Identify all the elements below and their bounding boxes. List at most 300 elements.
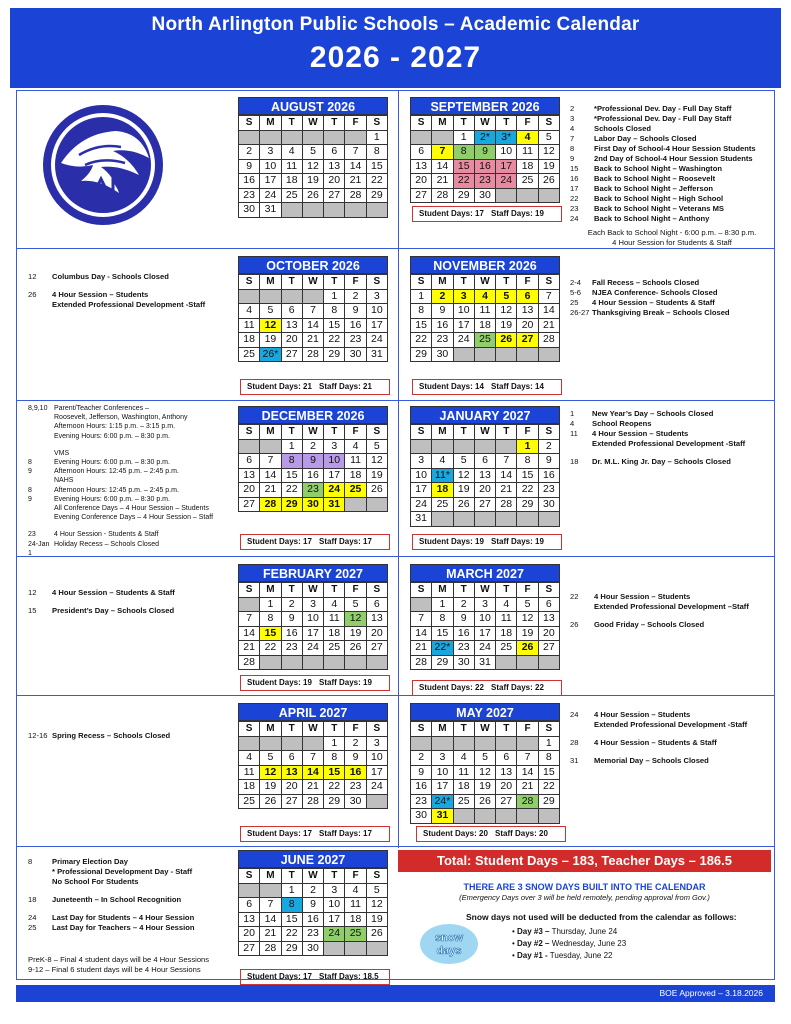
calendar-day: 31 xyxy=(324,497,345,512)
note-row xyxy=(28,731,233,741)
calendar-day: 10 xyxy=(453,304,474,319)
calendar-day: 20 xyxy=(411,174,432,189)
calendar-day: 11 xyxy=(324,612,345,627)
calendar-day: 19 xyxy=(260,780,281,795)
note-row xyxy=(28,422,238,431)
day-count-jan xyxy=(412,534,562,550)
calendar-day: 30 xyxy=(345,347,366,362)
weekday-header: S xyxy=(239,583,260,598)
calendar-day: 2 xyxy=(302,439,323,454)
note-row xyxy=(570,144,775,154)
calendar-day: 14 xyxy=(496,468,517,483)
calendar-day: 12 xyxy=(453,468,474,483)
calendar-day: 26 xyxy=(345,641,366,656)
weekday-header: T xyxy=(324,425,345,440)
weekday-header: W xyxy=(302,425,323,440)
calendar-day: 24 xyxy=(302,641,323,656)
calendar-day: 20 xyxy=(366,626,387,641)
note-text: President’s Day – Schools Closed xyxy=(52,606,175,615)
note-row xyxy=(570,308,775,318)
calendar-day: 24 xyxy=(411,497,432,512)
weekday-header: F xyxy=(345,425,366,440)
calendar-day: 8 xyxy=(260,612,281,627)
weekday-header: S xyxy=(366,583,387,598)
weekday-header: T xyxy=(281,116,302,131)
note-date xyxy=(28,513,54,522)
note-text: NJEA Conference- Schools Closed xyxy=(592,288,718,297)
calendar-day xyxy=(496,347,517,362)
weekday-header: S xyxy=(366,425,387,440)
calendar-day: 1 xyxy=(260,597,281,612)
note-date: 8 xyxy=(28,459,32,467)
note-text: 4 Hour Session – Students xyxy=(594,592,691,601)
weekday-header: T xyxy=(453,722,474,737)
row-divider xyxy=(16,846,775,847)
weekday-header: T xyxy=(324,583,345,598)
calendar-day: 22 xyxy=(411,333,432,348)
calendar-day xyxy=(411,439,432,454)
calendar-day: 28 xyxy=(302,794,323,809)
calendar-day: 6 xyxy=(474,454,495,469)
note-row xyxy=(570,429,775,439)
calendar-day: 18 xyxy=(474,318,495,333)
weekday-header: M xyxy=(260,425,281,440)
calendar-day: 21 xyxy=(239,641,260,656)
note-date xyxy=(28,413,54,422)
notes-september-extra xyxy=(572,228,772,248)
note-row xyxy=(28,413,238,422)
note-row xyxy=(570,439,775,449)
note-row xyxy=(570,124,775,134)
calendar-day xyxy=(302,289,323,304)
calendar-day: 10 xyxy=(260,159,281,174)
note-text: Afternoon Hours: 12:45 p.m. – 2:45 p.m. xyxy=(54,468,179,476)
calendar-day: 26 xyxy=(366,483,387,498)
calendar-day: 17 xyxy=(366,765,387,780)
student-days: Student Days: 19 xyxy=(419,537,484,546)
calendar-day: 12 xyxy=(260,318,281,333)
calendar-day xyxy=(432,512,453,527)
calendar-day: 19 xyxy=(345,626,366,641)
calendar-day: 3 xyxy=(302,597,323,612)
calendar-day: 3 xyxy=(324,883,345,898)
calendar-may-2027 xyxy=(410,703,560,824)
calendar-day: 12 xyxy=(517,612,538,627)
calendar-day: 13 xyxy=(538,612,559,627)
calendar-day xyxy=(366,497,387,512)
calendar-day: 26 xyxy=(260,794,281,809)
calendar-day: 12 xyxy=(496,304,517,319)
calendar-day: 8 xyxy=(538,751,559,766)
student-days: Student Days: 20 xyxy=(423,829,488,838)
calendar-day: 20 xyxy=(324,174,345,189)
weekday-header: T xyxy=(281,425,302,440)
column-divider xyxy=(398,90,399,848)
calendar-day: 5 xyxy=(496,289,517,304)
calendar-day xyxy=(474,512,495,527)
calendar-day: 23 xyxy=(432,333,453,348)
calendar-november-2026 xyxy=(410,256,560,362)
weekday-header: F xyxy=(517,722,538,737)
calendar-day: 31 xyxy=(432,809,453,824)
weekday-header: W xyxy=(302,275,323,290)
calendar-day: 13 xyxy=(281,765,302,780)
calendar-day: 1 xyxy=(453,130,474,145)
calendar-day: 11 xyxy=(345,898,366,913)
note-date: 8 xyxy=(570,144,575,153)
calendar-day xyxy=(239,883,260,898)
staff-days: Staff Days: 18.5 xyxy=(319,972,379,981)
calendar-day: 16 xyxy=(345,318,366,333)
calendar-day: 24 xyxy=(474,641,495,656)
calendar-day: 23 xyxy=(538,483,559,498)
calendar-day: 14 xyxy=(302,318,323,333)
calendar-day xyxy=(239,597,260,612)
calendar-day: 17 xyxy=(324,912,345,927)
calendar-day: 26 xyxy=(302,188,323,203)
calendar-day: 26 xyxy=(366,927,387,942)
page-header xyxy=(10,8,781,88)
calendar-day xyxy=(453,439,474,454)
note-date xyxy=(28,449,54,458)
calendar-day: 8 xyxy=(324,304,345,319)
calendar-day: 27 xyxy=(496,794,517,809)
note-text: 4 Hour Session - Students & Staff xyxy=(54,531,159,539)
snow-days-title: THERE ARE 3 SNOW DAYS BUILT INTO THE CALENDAR xyxy=(463,882,706,892)
note-row xyxy=(28,905,233,913)
calendar-day: 8 xyxy=(453,145,474,160)
calendar-day: 15 xyxy=(517,468,538,483)
note-row xyxy=(570,409,775,419)
calendar-day: 26 xyxy=(538,174,559,189)
calendar-day: 15 xyxy=(281,912,302,927)
note-date: 24 xyxy=(28,913,37,922)
note-row xyxy=(28,486,238,495)
weekday-header: F xyxy=(517,425,538,440)
note-date: 25 xyxy=(570,298,579,307)
calendar-day xyxy=(366,655,387,670)
calendar-day xyxy=(260,130,281,145)
note-text: Evening Hours: 6:00 p.m. – 8:30 p.m. xyxy=(54,432,170,440)
weekday-header: W xyxy=(474,425,495,440)
calendar-day: 20 xyxy=(281,780,302,795)
student-days: Student Days: 14 xyxy=(419,382,484,391)
snow-days-badge-text-2: days xyxy=(436,945,462,957)
calendar-day: 17 xyxy=(432,780,453,795)
note-date: 25 xyxy=(28,923,37,932)
note-text: All Conference Days – 4 Hour Session – Students xyxy=(54,505,209,513)
calendar-day xyxy=(324,203,345,218)
weekday-header: F xyxy=(345,722,366,737)
calendar-day: 21 xyxy=(302,333,323,348)
calendar-day: 19 xyxy=(517,626,538,641)
weekday-header: F xyxy=(517,275,538,290)
calendar-day: 13 xyxy=(496,765,517,780)
weekday-header: W xyxy=(302,869,323,884)
student-days: Student Days: 17 xyxy=(247,537,312,546)
calendar-day xyxy=(281,203,302,218)
note-row xyxy=(28,598,233,606)
note-row xyxy=(570,154,775,164)
calendar-day: 1 xyxy=(432,597,453,612)
calendar-day xyxy=(366,941,387,956)
calendar-day: 22 xyxy=(281,483,302,498)
note-row xyxy=(570,612,775,620)
calendar-day: 18 xyxy=(432,483,453,498)
calendar-day: 26 xyxy=(453,497,474,512)
calendar-day: 7 xyxy=(302,304,323,319)
weekday-header: T xyxy=(496,722,517,737)
row-divider xyxy=(16,400,775,401)
note-row xyxy=(28,588,233,598)
note-date xyxy=(570,439,592,449)
calendar-day: 16 xyxy=(432,318,453,333)
row-divider xyxy=(16,695,775,696)
calendar-day xyxy=(239,439,260,454)
calendar-day: 24 xyxy=(324,483,345,498)
calendar-day: 15 xyxy=(260,626,281,641)
note-line: PreK-8 – Final 4 student days will be 4 Hour Sessions xyxy=(28,955,210,964)
note-text: NAHS xyxy=(54,477,74,485)
calendar-day xyxy=(538,512,559,527)
weekday-header: S xyxy=(411,116,432,131)
calendar-day: 12 xyxy=(538,145,559,160)
school-logo-icon xyxy=(41,103,166,228)
note-text: Extended Professional Development -Staff xyxy=(592,439,746,448)
calendar-day: 8 xyxy=(281,454,302,469)
calendar-day: 13 xyxy=(366,612,387,627)
weekday-header: F xyxy=(517,583,538,598)
snow-day-label: Day #1 - xyxy=(517,951,548,960)
calendar-day: 22 xyxy=(366,174,387,189)
calendar-day: 17 xyxy=(302,626,323,641)
calendar-day: 7 xyxy=(302,751,323,766)
calendar-day: 1 xyxy=(517,439,538,454)
weekday-header: T xyxy=(281,869,302,884)
note-text: VMS xyxy=(54,449,70,457)
calendar-day xyxy=(474,809,495,824)
bullet-icon: • xyxy=(512,951,518,960)
calendar-day: 28 xyxy=(260,497,281,512)
note-text: Memorial Day – Schools Closed xyxy=(594,756,709,765)
weekday-header: F xyxy=(517,116,538,131)
calendar-day: 29 xyxy=(324,347,345,362)
weekday-header: S xyxy=(366,869,387,884)
note-text: No School For Students xyxy=(52,877,139,886)
weekday-header: T xyxy=(281,275,302,290)
snow-day-item xyxy=(512,950,626,962)
weekday-header: S xyxy=(411,583,432,598)
month-title: NOVEMBER 2026 xyxy=(410,256,560,274)
note-date: 26 xyxy=(28,290,37,299)
calendar-april-2027 xyxy=(238,703,388,809)
calendar-day: 3 xyxy=(324,439,345,454)
calendar-day: 18 xyxy=(345,468,366,483)
calendar-day: 5 xyxy=(538,130,559,145)
note-row xyxy=(570,298,775,308)
weekday-header: S xyxy=(239,116,260,131)
note-date: 2-4 xyxy=(570,278,581,287)
calendar-day xyxy=(517,347,538,362)
note-date: 9 xyxy=(28,468,32,476)
calendar-day: 24 xyxy=(366,333,387,348)
bullet-icon: • xyxy=(512,939,518,948)
calendar-day: 7 xyxy=(411,612,432,627)
calendar-day xyxy=(302,736,323,751)
calendar-day xyxy=(517,655,538,670)
calendar-day: 16 xyxy=(281,626,302,641)
note-text: 4 Hour Session – Students xyxy=(52,290,149,299)
calendar-day: 18 xyxy=(517,159,538,174)
staff-days: Staff Days: 14 xyxy=(491,382,544,391)
note-row xyxy=(28,441,238,449)
calendar-day: 26 xyxy=(474,794,495,809)
snow-day-date: Thursday, June 24 xyxy=(549,927,618,936)
calendar-day xyxy=(432,736,453,751)
day-count-dec xyxy=(240,534,390,550)
school-year: 2026 - 2027 xyxy=(309,41,482,74)
note-text: 2nd Day of School-4 Hour Session Students xyxy=(594,154,753,163)
snow-days-info: Snow days not used will be deducted from the calendar as follows: xyxy=(466,912,737,922)
calendar-day: 18 xyxy=(345,912,366,927)
note-date: 9 xyxy=(570,154,575,163)
calendar-day: 23 xyxy=(281,641,302,656)
calendar-day: 20 xyxy=(496,780,517,795)
bullet-icon: • xyxy=(512,927,518,936)
calendar-day: 28 xyxy=(496,497,517,512)
calendar-day: 10 xyxy=(324,898,345,913)
note-date xyxy=(570,720,594,730)
note-text: Dr. M.L. King Jr. Day – Schools Closed xyxy=(592,457,731,466)
calendar-day: 5 xyxy=(366,439,387,454)
student-days: Student Days: 21 xyxy=(247,382,312,391)
weekday-header: M xyxy=(260,116,281,131)
snow-day-date: Tuesday, June 22 xyxy=(547,951,613,960)
note-row xyxy=(570,194,775,204)
month-title: JANUARY 2027 xyxy=(410,406,560,424)
calendar-day xyxy=(324,130,345,145)
weekday-header: W xyxy=(474,116,495,131)
calendar-day: 18 xyxy=(453,780,474,795)
calendar-day: 20 xyxy=(239,483,260,498)
calendar-day: 8 xyxy=(281,898,302,913)
note-row xyxy=(570,602,775,612)
calendar-day: 13 xyxy=(239,468,260,483)
note-row xyxy=(570,620,775,630)
weekday-header: T xyxy=(324,722,345,737)
notes-january xyxy=(570,409,775,467)
note-text: Roosevelt, Jefferson, Washington, Anthony xyxy=(54,414,188,422)
note-row xyxy=(28,449,238,458)
note-date: 3 xyxy=(570,114,575,123)
calendar-day xyxy=(260,439,281,454)
calendar-day: 27 xyxy=(411,188,432,203)
calendar-day: 27 xyxy=(517,333,538,348)
student-days: Student Days: 19 xyxy=(247,678,312,687)
calendar-day: 27 xyxy=(474,497,495,512)
snow-days-list xyxy=(512,926,626,962)
calendar-day: 18 xyxy=(324,626,345,641)
calendar-day: 29 xyxy=(453,188,474,203)
calendar-day: 26 xyxy=(496,333,517,348)
note-row xyxy=(28,495,238,504)
weekday-header: F xyxy=(345,275,366,290)
student-days: Student Days: 17 xyxy=(419,209,484,218)
note-text: *Professional Dev. Day - Full Day Staff xyxy=(594,104,732,113)
snow-day-label: Day #3 – xyxy=(517,927,550,936)
calendar-day xyxy=(496,188,517,203)
note-date xyxy=(28,867,52,877)
calendar-day xyxy=(432,130,453,145)
calendar-day: 8 xyxy=(324,751,345,766)
calendar-day: 25 xyxy=(453,794,474,809)
staff-days: Staff Days: 19 xyxy=(491,209,544,218)
calendar-day: 19 xyxy=(366,912,387,927)
note-text: *Professional Dev. Day - Full Day Staff xyxy=(594,114,732,123)
note-date: 12 xyxy=(28,272,37,281)
weekday-header: F xyxy=(345,583,366,598)
note-text: * Professional Development Day - Staff xyxy=(52,867,193,876)
calendar-day: 21 xyxy=(260,483,281,498)
note-row xyxy=(28,272,233,282)
calendar-day: 14 xyxy=(411,626,432,641)
calendar-day xyxy=(453,809,474,824)
calendar-day: 5 xyxy=(260,751,281,766)
calendar-day: 11* xyxy=(432,468,453,483)
calendar-day: 14 xyxy=(260,468,281,483)
calendar-day: 9 xyxy=(302,898,323,913)
calendar-day: 2 xyxy=(411,751,432,766)
calendar-day: 25 xyxy=(496,641,517,656)
calendar-day: 29 xyxy=(324,794,345,809)
calendar-day: 10 xyxy=(474,612,495,627)
snow-days-subtitle: (Emergency Days over 3 will be held remotely, pending approval from Gov.) xyxy=(459,893,710,902)
calendar-day xyxy=(302,203,323,218)
day-count-mar xyxy=(412,680,562,696)
calendar-day: 10 xyxy=(366,304,387,319)
calendar-day: 29 xyxy=(366,188,387,203)
calendar-day: 13 xyxy=(474,468,495,483)
weekday-header: T xyxy=(281,722,302,737)
calendar-day xyxy=(260,736,281,751)
calendar-day: 20 xyxy=(239,927,260,942)
calendar-day: 26* xyxy=(260,347,281,362)
calendar-day xyxy=(366,203,387,218)
calendar-day: 21 xyxy=(411,641,432,656)
calendar-day: 9 xyxy=(432,304,453,319)
calendar-day: 25 xyxy=(281,188,302,203)
calendar-day: 24 xyxy=(496,174,517,189)
calendar-day: 27 xyxy=(239,497,260,512)
staff-days: Staff Days: 21 xyxy=(319,382,372,391)
weekday-header: S xyxy=(411,425,432,440)
note-row xyxy=(28,606,233,616)
note-date: 22 xyxy=(570,592,579,601)
calendar-day: 5 xyxy=(474,751,495,766)
notes-june-extra xyxy=(28,955,238,975)
calendar-day: 10 xyxy=(432,765,453,780)
calendar-day: 20 xyxy=(517,318,538,333)
calendar-day: 31 xyxy=(366,347,387,362)
calendar-day: 29 xyxy=(432,655,453,670)
calendar-february-2027 xyxy=(238,564,388,670)
calendar-day xyxy=(474,736,495,751)
calendar-day: 14 xyxy=(538,304,559,319)
calendar-day xyxy=(538,809,559,824)
calendar-day xyxy=(281,130,302,145)
calendar-day: 28 xyxy=(517,794,538,809)
weekday-header: S xyxy=(239,722,260,737)
